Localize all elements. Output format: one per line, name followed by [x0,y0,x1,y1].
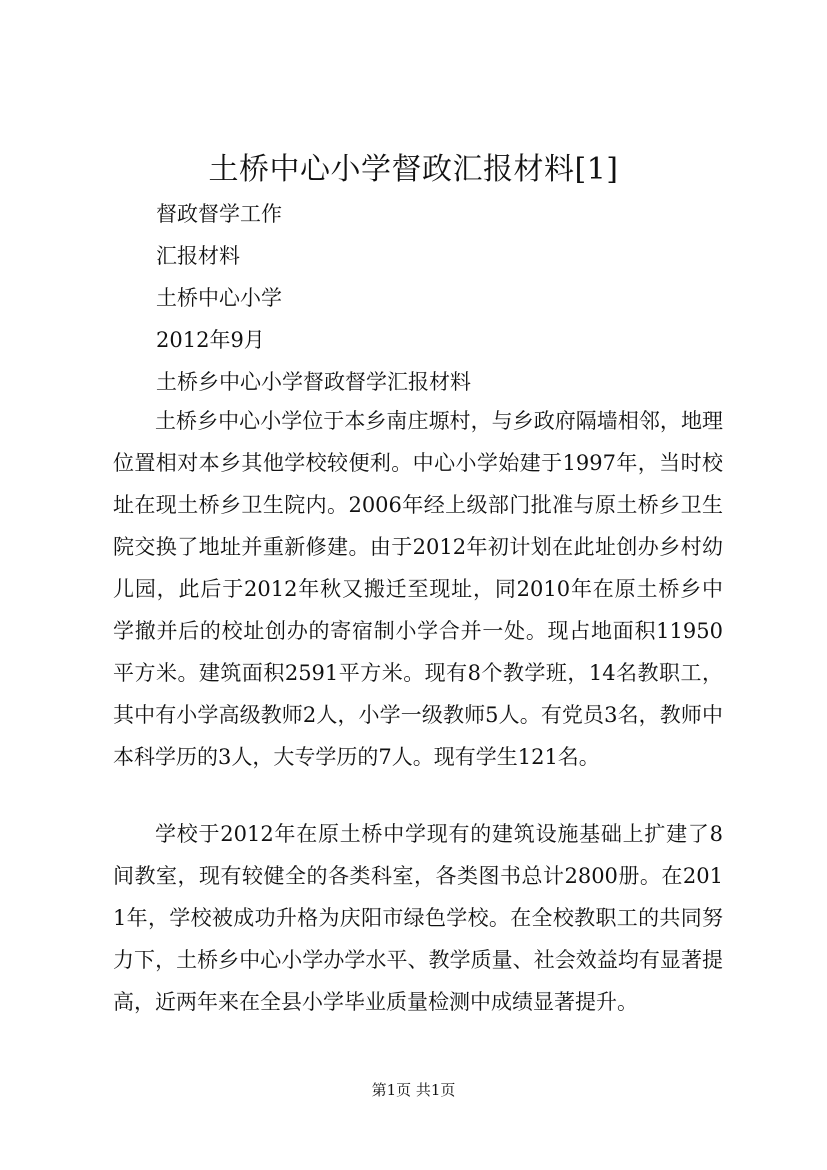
cover-line-date: 2012年9月 [156,328,265,352]
paragraph-school-overview: 土桥乡中心小学位于本乡南庄塬村，与乡政府隔墙相邻，地理位置相对本乡其他学校较便利。中心小学始建于1997年，当时校址在现土桥乡卫生院内。2006年经上级部门批准与原土桥乡卫生院交换了地址并重新修建。由于2012年初计划在此址创办乡村幼儿园，此后于2012年秋又搬迁至现址，同2010年在原土桥乡中学撤并后的校址创办的寄宿制小学合并一处。现占地面积11950平方米。建筑面积2591平方米。现有8个教学班，14名教职工，其中有小学高级教师2人，小学一级教师5人。有党员3名，教师中本科学历的3人，大专学历的7人。现有学生121名。 [113,409,723,769]
cover-line-school: 土桥中心小学 [156,286,282,310]
cover-line-report: 汇报材料 [156,244,240,268]
document-title: 土桥中心小学督政汇报材料[1] [208,152,619,187]
cover-line-work: 督政督学工作 [156,202,282,226]
section-heading: 土桥乡中心小学督政督学汇报材料 [156,370,471,394]
paragraph-school-development: 学校于2012年在原土桥中学现有的建筑设施基础上扩建了8间教室，现有较健全的各类科室，各类图书总计2800册。在2011年，学校被成功升格为庆阳市绿色学校。在全校教职工的共同努力下，土桥乡中心小学办学水平、教学质量、社会效益均有显著提高，近两年来在全县小学毕业质量检测中成绩显著提升。 [113,822,723,1014]
page-footer: 第1页 共1页 [371,1081,456,1099]
